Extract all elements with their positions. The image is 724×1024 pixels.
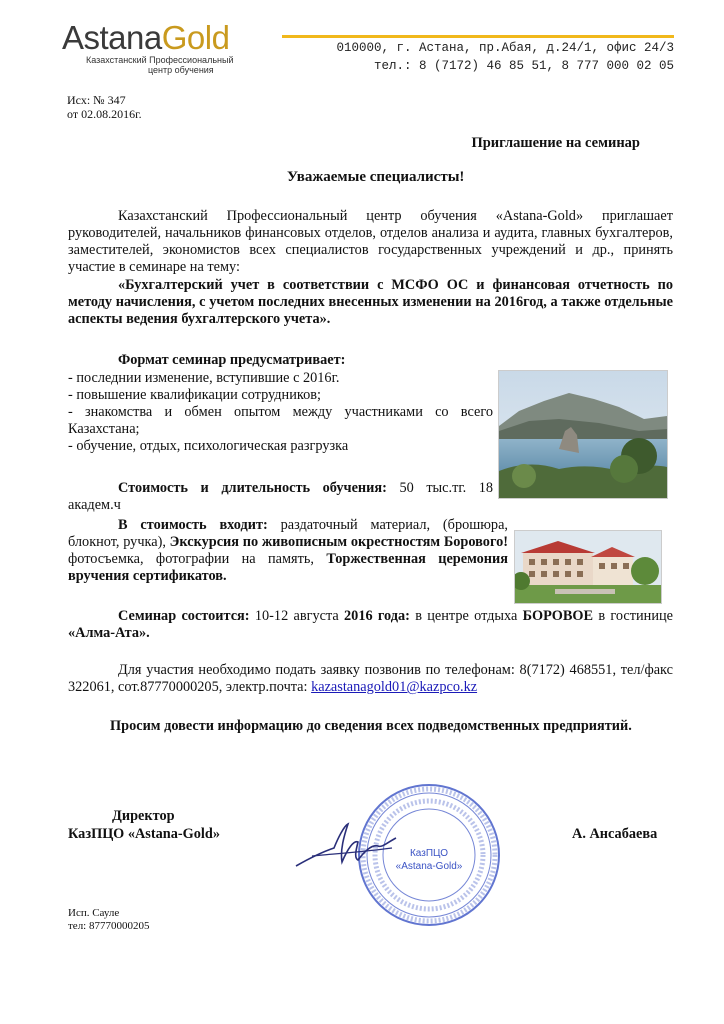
list-item: - знакомства и обмен опытом между участниками со всего Казахстана; bbox=[68, 404, 493, 437]
list-item: - повышение квалификации сотрудников; bbox=[68, 387, 321, 403]
header-contacts bbox=[336, 39, 674, 75]
includes-ceremony: Торжественная церемония вручения сертификатов. bbox=[68, 551, 508, 584]
contact-paragraph bbox=[68, 662, 673, 696]
stamp-line-2: «Astana-Gold» bbox=[395, 861, 463, 872]
handwritten-signature bbox=[292, 818, 402, 874]
venue-text: в центре отдыха bbox=[415, 608, 518, 624]
includes-text: раздаточный материал, (брошюра, блокнот, ручка), bbox=[68, 517, 508, 550]
lake-photo bbox=[498, 370, 668, 499]
includes-excursion: Экскурсия по живописным окрестностям Борового! bbox=[169, 534, 508, 550]
email-link[interactable]: kazastanagold01@kazpco.kz bbox=[311, 679, 478, 695]
seminar-topic: «Бухгалтерский учет в соответствии с МСФО ОС и финансовая отчетность по методу начисления, с учетом последних внесенных изменении на 2016год, а также отдельные аспекты ведения бухгалтерского учета». bbox=[68, 277, 673, 327]
list-item: - обучение, отдых, психологическая разгрузка bbox=[68, 438, 349, 454]
includes-photo-text: фотосъемка, фотографии на память, bbox=[68, 551, 314, 567]
logo-wordmark: AstanaGold bbox=[62, 19, 230, 56]
format-heading: Формат семинар предусматривает: bbox=[118, 352, 346, 368]
logo-subtitle-1: Казахстанский Профессиональный bbox=[86, 55, 234, 65]
cost-paragraph bbox=[68, 480, 493, 514]
venue-text2: в гостинице bbox=[598, 608, 673, 624]
venue-label: Семинар состоится: bbox=[118, 608, 250, 624]
venue-paragraph bbox=[68, 608, 673, 642]
venue-dates: 10-12 августа bbox=[254, 608, 339, 624]
contact-text: Для участия необходимо подать заявку позвонив по телефонам: 8(7172) 468551, тел/факс 322061, сот.87770000205, электр.почта: bbox=[68, 662, 673, 695]
includes-paragraph bbox=[68, 517, 508, 585]
format-list bbox=[68, 370, 493, 455]
signatory-position: Директор bbox=[112, 808, 175, 824]
request-text: Просим довести информацию до сведения всех подведомственных предприятий. bbox=[110, 718, 632, 734]
executor-phone: тел: 87770000205 bbox=[68, 920, 150, 932]
header-divider bbox=[282, 35, 674, 38]
header-phones: тел.: 8 (7172) 46 85 51, 8 777 000 02 05 bbox=[373, 59, 674, 73]
document-title: Приглашение на семинар bbox=[471, 135, 640, 151]
hotel-photo bbox=[514, 530, 662, 604]
logo-subtitle-2: центр обучения bbox=[148, 65, 214, 75]
cost-label: Стоимость и длительность обучения: bbox=[118, 480, 387, 496]
header-address: 010000, г. Астана, пр.Абая, д.24/1, офис 24/3 bbox=[336, 41, 674, 55]
venue-place: БОРОВОЕ bbox=[522, 608, 594, 624]
ref-number: Исх: № 347 bbox=[67, 93, 126, 107]
includes-label: В стоимость входит: bbox=[118, 517, 268, 533]
greeting: Уважаемые специалисты! bbox=[287, 169, 465, 185]
stamp-line-1: КазПЦО bbox=[409, 848, 449, 859]
ref-date: от 02.08.2016г. bbox=[67, 107, 142, 121]
venue-hotel: «Алма-Ата». bbox=[68, 625, 150, 641]
executor-name: Исп. Сауле bbox=[68, 907, 120, 919]
cost-value: 50 тыс.тг. 18 академ.ч bbox=[68, 480, 494, 513]
signatory-name: А. Ансабаева bbox=[572, 826, 658, 842]
venue-year: 2016 года: bbox=[344, 608, 410, 624]
company-logo bbox=[62, 18, 282, 74]
list-item: - последнии изменение, вступившие с 2016г. bbox=[68, 370, 340, 386]
intro-paragraph: Казахстанский Профессиональный центр обучения «Astana-Gold» приглашает руководителей, начальников финансовых отделов, отделов анализа и аудита, главных бухгалтеров, заместителей, экономистов всех специалистов государственных учреждений и др., принять участие в семинаре на тему: bbox=[68, 208, 673, 275]
request-paragraph bbox=[68, 718, 673, 735]
signatory-org: КазПЦО «Astana-Gold» bbox=[68, 826, 220, 842]
